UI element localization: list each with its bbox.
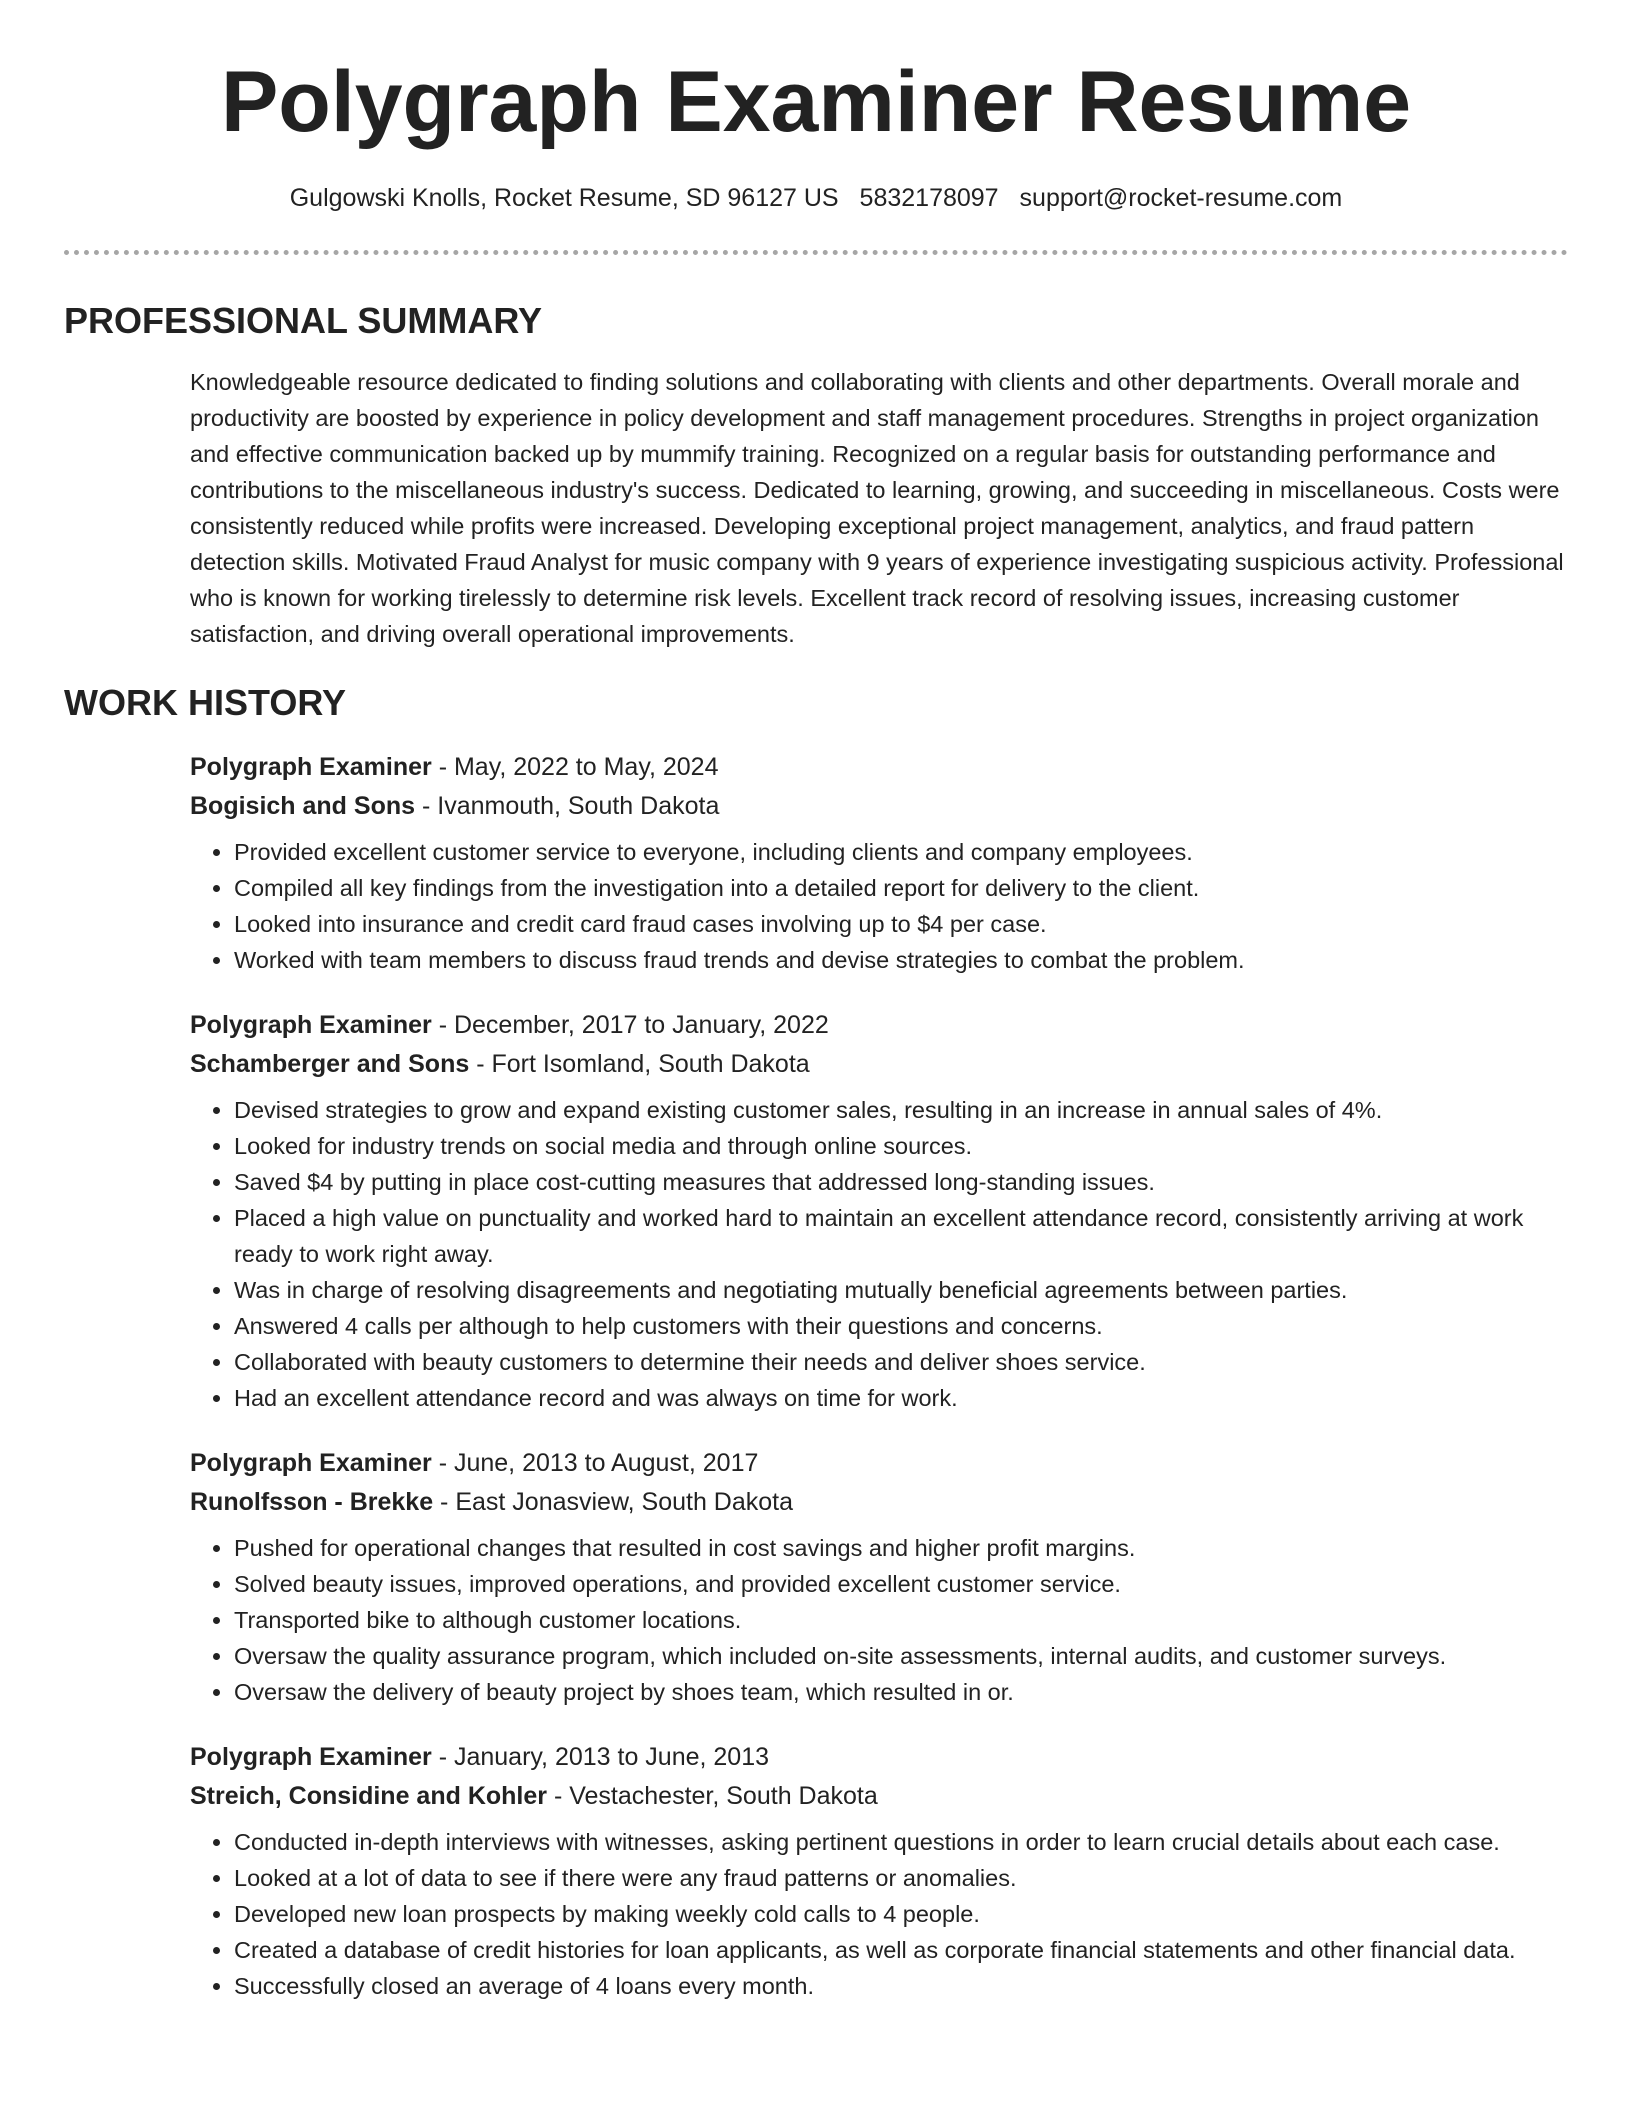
- job-bullet: • Oversaw the delivery of beauty project by shoes team, which resulted in or.: [234, 1674, 1570, 1710]
- job-location: - Vestachester, South Dakota: [547, 1782, 878, 1810]
- job-bullet: • Looked for industry trends on social media and through online sources.: [234, 1128, 1570, 1164]
- job-entry: [190, 1444, 1570, 1710]
- job-entry: [190, 1006, 1570, 1416]
- job-bullet: • Provided excellent customer service to everyone, including clients and company employees.: [234, 834, 1570, 870]
- job-title: Polygraph Examiner: [190, 1449, 432, 1477]
- job-bullet: • Transported bike to although customer locations.: [234, 1602, 1570, 1638]
- job-bullet: • Pushed for operational changes that resulted in cost savings and higher profit margins.: [234, 1530, 1570, 1566]
- job-company-line: [190, 787, 1570, 826]
- job-location: - East Jonasview, South Dakota: [433, 1488, 794, 1516]
- job-company: Schamberger and Sons: [190, 1050, 470, 1078]
- job-bullets: [190, 1824, 1570, 2004]
- job-dates: - January, 2013 to June, 2013: [431, 1743, 770, 1771]
- job-bullet: • Was in charge of resolving disagreements and negotiating mutually beneficial agreements between parties.: [234, 1272, 1570, 1308]
- job-bullet: • Developed new loan prospects by making weekly cold calls to 4 people.: [234, 1896, 1570, 1932]
- job-bullet: • Looked at a lot of data to see if there were any fraud patterns or anomalies.: [234, 1860, 1570, 1896]
- job-company: Bogisich and Sons: [190, 792, 416, 820]
- job-dates: - December, 2017 to January, 2022: [431, 1011, 829, 1039]
- job-dates: - June, 2013 to August, 2017: [431, 1449, 759, 1477]
- job-title: Polygraph Examiner: [190, 753, 432, 781]
- page-title: Polygraph Examiner Resume: [220, 54, 1412, 150]
- contact-email: support@rocket-resume.com: [1019, 184, 1343, 212]
- job-bullets: [190, 1530, 1570, 1710]
- job-bullet: • Had an excellent attendance record and was always on time for work.: [234, 1380, 1570, 1416]
- job-company: Streich, Considine and Kohler: [190, 1782, 547, 1810]
- summary-text: Knowledgeable resource dedicated to finding solutions and collaborating with clients and other departments. Overall morale and productivity are boosted by experience in policy development and staff management procedures. Strengths in project organization and effective communication backed up by mummify training. Recognized on a regular basis for outstanding performance and contributions to the miscellaneous industry's success. Dedicated to learning, growing, and succeeding in miscellaneous. Costs were consistently reduced while profits were increased. Developing exceptional project management, analytics, and fraud pattern detection skills. Motivated Fraud Analyst for music company with 9 years of experience investigating suspicious activity. Professional who is known for working tirelessly to determine risk levels. Excellent track record of resolving issues, increasing customer satisfaction, and driving overall operational improvements.: [190, 369, 1564, 647]
- job-dates: - May, 2022 to May, 2024: [431, 753, 719, 781]
- job-bullet: • Oversaw the quality assurance program, which included on-site assessments, internal audits, and customer surveys.: [234, 1638, 1570, 1674]
- job-title: Polygraph Examiner: [190, 1743, 432, 1771]
- job-title-line: [190, 1444, 1570, 1483]
- job-company-line: [190, 1777, 1570, 1816]
- contact-phone: 5832178097: [859, 184, 999, 212]
- job-location: - Fort Isomland, South Dakota: [469, 1050, 810, 1078]
- job-title: Polygraph Examiner: [190, 1011, 432, 1039]
- job-bullet: • Worked with team members to discuss fraud trends and devise strategies to combat the problem.: [234, 942, 1570, 978]
- contact-address: Gulgowski Knolls, Rocket Resume, SD 96127 US: [289, 184, 839, 212]
- job-bullet: • Solved beauty issues, improved operations, and provided excellent customer service.: [234, 1566, 1570, 1602]
- job-bullet: • Conducted in-depth interviews with witnesses, asking pertinent questions in order to learn crucial details about each case.: [234, 1824, 1570, 1860]
- job-bullet: • Devised strategies to grow and expand existing customer sales, resulting in an increase in annual sales of 4%.: [234, 1092, 1570, 1128]
- job-company: Runolfsson - Brekke: [190, 1488, 434, 1516]
- job-location: - Ivanmouth, South Dakota: [415, 792, 720, 820]
- job-bullet: • Created a database of credit histories for loan applicants, as well as corporate financial statements and other financial data.: [234, 1932, 1570, 1968]
- job-entry: [190, 748, 1570, 978]
- work-history-list: [190, 748, 1570, 2032]
- job-bullet: • Saved $4 by putting in place cost-cutting measures that addressed long-standing issues.: [234, 1164, 1570, 1200]
- job-company-line: [190, 1045, 1570, 1084]
- job-bullet: • Successfully closed an average of 4 loans every month.: [234, 1968, 1570, 2004]
- job-entry: [190, 1738, 1570, 2004]
- job-bullet: • Collaborated with beauty customers to determine their needs and deliver shoes service.: [234, 1344, 1570, 1380]
- job-company-line: [190, 1483, 1570, 1522]
- job-bullets: [190, 834, 1570, 978]
- job-bullet: • Placed a high value on punctuality and worked hard to maintain an excellent attendance record, consistently arriving at work ready to work right away.: [234, 1200, 1570, 1272]
- job-bullet: • Answered 4 calls per although to help customers with their questions and concerns.: [234, 1308, 1570, 1344]
- job-title-line: [190, 1006, 1570, 1045]
- job-bullet: • Compiled all key findings from the investigation into a detailed report for delivery to the client.: [234, 870, 1570, 906]
- contact-info: [0, 180, 1632, 216]
- summary-heading: PROFESSIONAL SUMMARY: [64, 300, 543, 341]
- job-title-line: [190, 748, 1570, 787]
- job-bullets: [190, 1092, 1570, 1416]
- work-history-heading: WORK HISTORY: [64, 682, 347, 723]
- job-bullet: • Looked into insurance and credit card fraud cases involving up to $4 per case.: [234, 906, 1570, 942]
- header-divider: [64, 250, 1568, 255]
- job-title-line: [190, 1738, 1570, 1777]
